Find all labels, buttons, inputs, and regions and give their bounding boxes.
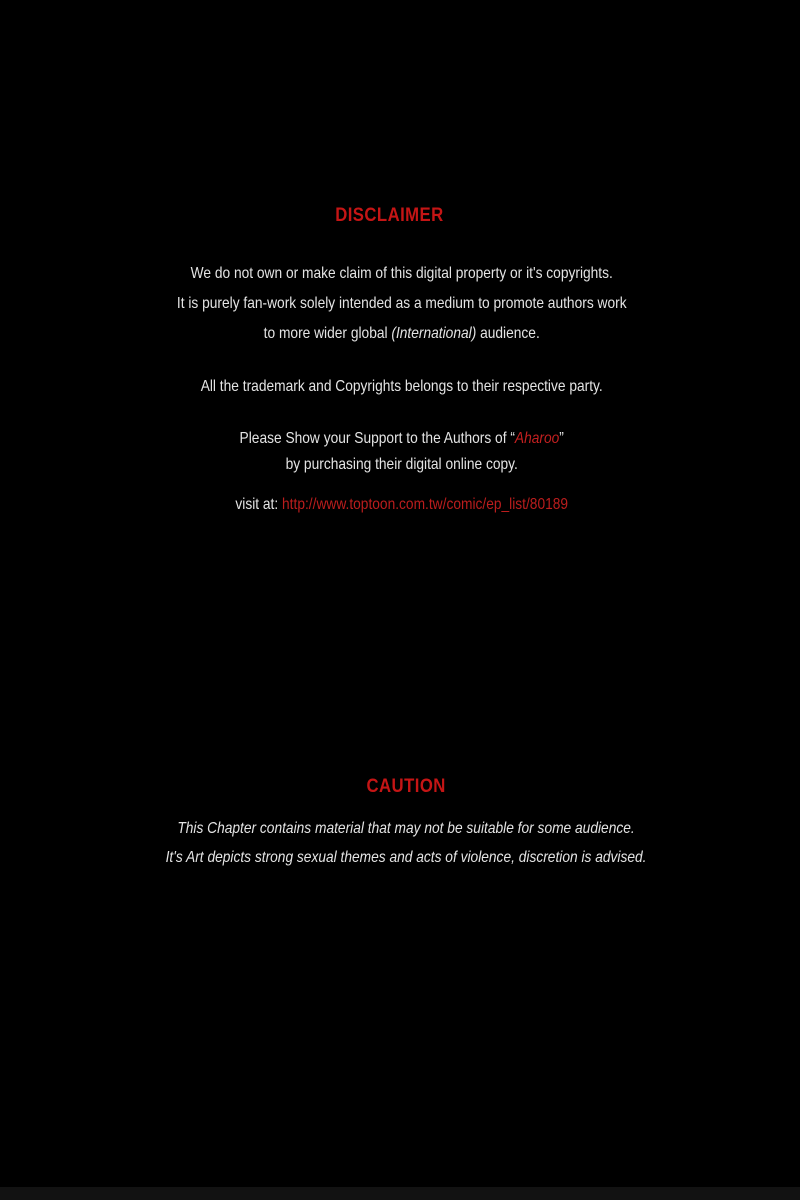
support-line-1 [58,428,746,450]
support-line-suffix: ” [559,430,564,447]
disclaimer-line-3-suffix: audience. [476,325,540,342]
disclaimer-title: DISCLAIMER [335,205,444,226]
disclaimer-line-2: It is purely fan-work solely intended as a medium to promote authors work [176,295,627,312]
toptoon-url-link[interactable]: http://www.toptoon.com.tw/comic/ep_list/80189 [282,496,569,513]
disclaimer-line-3 [58,323,746,345]
disclaimer-line-3-prefix: to more wider global [263,325,392,342]
caution-title: CAUTION [366,776,446,797]
international-italic-text: (International) [391,325,477,342]
support-line-2: by purchasing their digital online copy. [285,456,518,473]
visit-line [58,494,746,516]
page-bottom-edge [0,1187,800,1200]
caution-line-1: This Chapter contains material that may not be suitable for some audience. [177,820,635,837]
trademark-line: All the trademark and Copyrights belongs to their respective party. [200,378,603,395]
support-line-prefix: Please Show your Support to the Authors of “ [239,430,515,447]
comic-title-aharoo: Aharoo [514,430,560,447]
caution-line-2: It's Art depicts strong sexual themes and acts of violence, discretion is advised. [165,849,647,866]
disclaimer-line-1: We do not own or make claim of this digital property or it's copyrights. [190,265,613,282]
visit-label: visit at: [235,496,283,513]
